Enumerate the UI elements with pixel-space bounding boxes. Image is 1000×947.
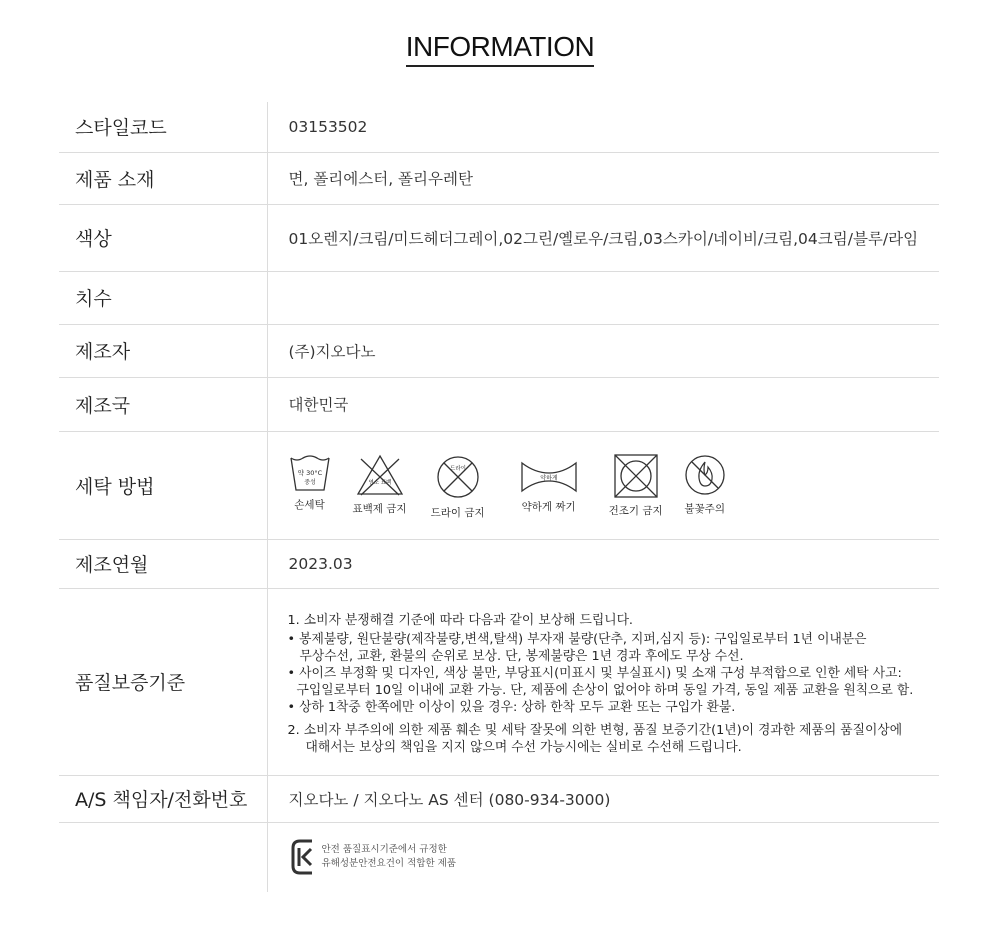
table-row	[59, 377, 939, 431]
warranty-line: 무상수선, 교환, 환불의 순위로 보상. 단, 봉제불량은 1년 경과 후에도 무상 수선.	[299, 648, 744, 664]
warranty-line: • 봉제불량, 원단불량(제작불량,변색,탈색) 부자재 불량(단추, 지퍼,심지 등): 구입일로부터 1년 이내분은	[287, 631, 867, 647]
table-row	[59, 539, 939, 588]
warranty-line: • 상하 1착중 한쪽에만 이상이 있을 경우: 상하 한착 모두 교환 또는 구입가 환불.	[287, 699, 736, 715]
style-code-value: 03153502	[267, 102, 939, 152]
as-value: 지오다노 / 지오다노 AS 센터 (080-934-3000)	[267, 775, 939, 822]
wash-item	[431, 453, 485, 520]
page-title-wrap	[0, 30, 1000, 67]
warranty-line: 2. 소비자 부주의에 의한 제품 훼손 및 세탁 잘못에 의한 변형, 품질 보증기간(1년)이 경과한 제품의 품질이상에	[287, 722, 903, 738]
wash-item	[683, 453, 727, 516]
table-row	[59, 588, 939, 775]
warranty-text	[288, 608, 940, 756]
manufacturer-value: (주)지오다노	[267, 324, 939, 377]
no-bleach-icon	[355, 453, 405, 497]
kc-label-empty	[59, 822, 267, 892]
dry-text: 드라이	[449, 465, 466, 472]
date-label: 제조연월	[59, 539, 267, 588]
hand-wash-temp: 약 30°C	[297, 468, 322, 477]
color-value: 01오렌지/크림/미드헤더그레이,02그린/옐로우/크림,03스카이/네이비/크림,04크림/블루/라임	[267, 204, 939, 271]
warranty-line: 1. 소비자 분쟁해결 기준에 따라 다음과 같이 보상해 드립니다.	[287, 612, 634, 628]
kc-value	[267, 822, 939, 892]
table-row	[59, 152, 939, 204]
table-row	[59, 822, 939, 892]
as-label: A/S 책임자/전화번호	[59, 775, 267, 822]
country-value: 대한민국	[267, 377, 939, 431]
size-label: 치수	[59, 271, 267, 324]
washing-value	[267, 431, 939, 539]
table-row	[59, 324, 939, 377]
table-row	[59, 271, 939, 324]
wash-item	[289, 453, 331, 512]
wash-item	[519, 459, 579, 514]
wash-label: 약하게 짜기	[521, 500, 576, 513]
page-title: INFORMATION	[406, 30, 594, 67]
gentle-text: 약하게	[539, 474, 558, 482]
product-info-table	[59, 102, 939, 892]
warranty-line: • 사이즈 부정확 및 디자인, 색상 불만, 부당표시(미표시 및 부실표시) 및 소재 구성 부적합으로 인한 세탁 사고:	[287, 665, 902, 681]
kc-line-1: 안전 품질표시기준에서 규정한	[321, 844, 447, 856]
color-label: 색상	[59, 204, 267, 271]
table-row	[59, 102, 939, 152]
warranty-line: 구입일로부터 10일 이내에 교환 가능. 단, 제품에 손상이 없어야 하며 동일 가격, 동일 제품 교환을 원칙으로 함.	[296, 682, 914, 698]
warranty-line: 대해서는 보상의 책임을 지지 않으며 수선 가능시에는 실비로 수선해 드립니다.	[305, 739, 742, 755]
style-code-label: 스타일코드	[59, 102, 267, 152]
kc-text	[322, 843, 457, 871]
wash-icons-row	[289, 451, 940, 520]
table-row	[59, 204, 939, 271]
size-value	[267, 271, 939, 324]
washing-label: 세탁 방법	[59, 431, 267, 539]
fire-caution-icon	[683, 453, 727, 497]
table-row	[59, 775, 939, 822]
date-value: 2023.03	[267, 539, 939, 588]
no-tumble-dry-icon	[613, 453, 659, 499]
wash-label: 불꽃주의	[684, 502, 725, 515]
material-value: 면, 폴리에스터, 폴리우레탄	[267, 152, 939, 204]
bleach-text: 염소 표백	[368, 479, 392, 486]
wash-label: 건조기 금지	[608, 504, 663, 517]
wash-label: 손세탁	[294, 498, 325, 511]
gentle-wring-icon	[519, 459, 579, 495]
hand-wash-detergent: 중성	[303, 478, 316, 486]
warranty-value	[267, 588, 939, 775]
wash-label: 표백제 금지	[352, 502, 407, 515]
hand-wash-icon	[289, 453, 331, 493]
manufacturer-label: 제조자	[59, 324, 267, 377]
kc-mark-text: KC	[289, 838, 291, 840]
wash-item	[353, 453, 407, 516]
kc-mark-icon	[290, 838, 316, 876]
kc-certification	[290, 838, 940, 876]
country-label: 제조국	[59, 377, 267, 431]
warranty-label: 품질보증기준	[59, 588, 267, 775]
no-dry-clean-icon	[434, 453, 482, 501]
table-row	[59, 431, 939, 539]
kc-line-2: 유해성분안전요건이 적합한 제품	[321, 858, 457, 870]
material-label: 제품 소재	[59, 152, 267, 204]
wash-item	[609, 453, 663, 518]
wash-label: 드라이 금지	[430, 506, 485, 519]
